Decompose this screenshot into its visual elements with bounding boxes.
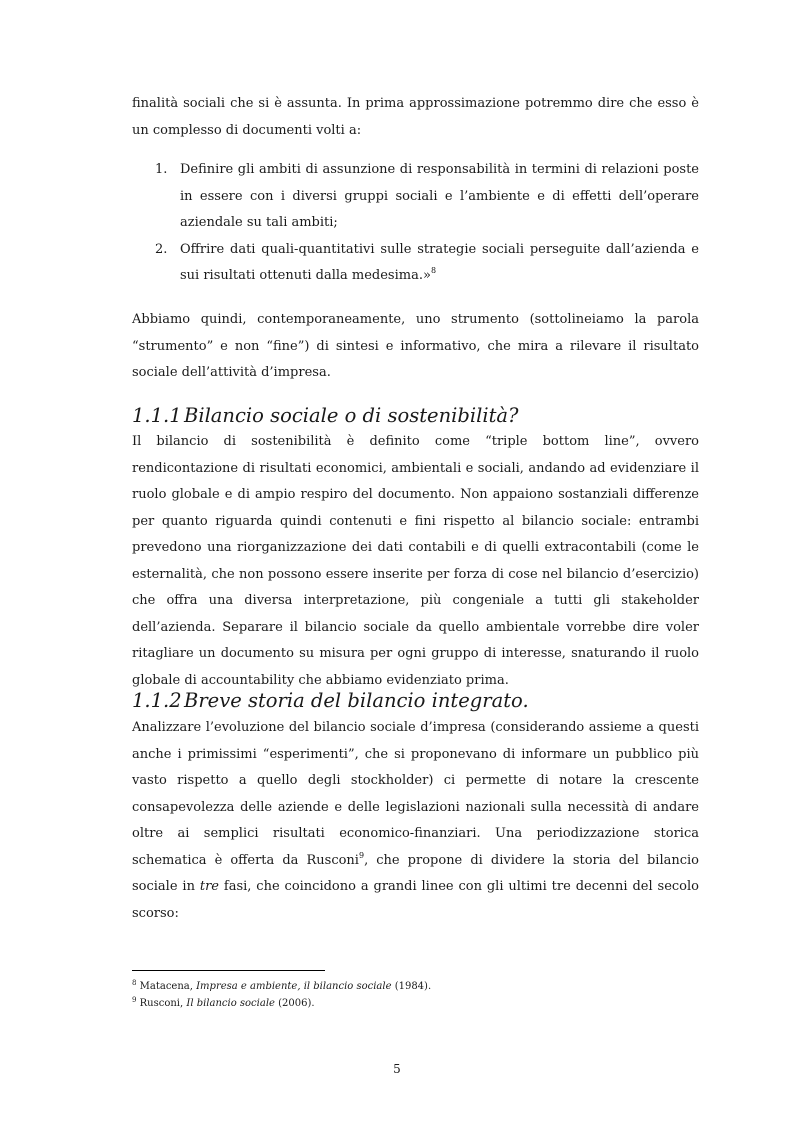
list-item-number: 1. [155,162,168,177]
section-body [132,715,699,927]
footnote-title: Impresa e ambiente, il bilancio sociale [196,981,392,992]
intro-paragraph: finalità sociali che si è assunta. In prima approssimazione potremmo dire che esso è un complesso di documenti volti a: [132,96,699,138]
list-item [155,237,699,290]
footnote-mark: 8 [132,979,137,987]
body-text: fasi, che coincidono a grandi linee con gli ultimi tre decenni del secolo scorso: [132,879,699,921]
body-text: , che propone di dividere la storia del bilancio sociale in [132,852,700,894]
section-body: Il bilancio di sostenibilità è definito come “triple bottom line”, ovvero rendicontazione di risultati economici, ambientali e sociali, andando ad evidenziare il ruolo globale e di ampio respiro del documento. Non appaiono sostanziali differenze per quanto riguarda quindi contenuti e fini rispetto al bilancio sociale: entrambi prevedono una riorganizzazione dei dati contabili e di quelli extracontabili (come le esternalità, che non possono essere inserite per forza di cose nel bilancio d’esercizio) che offra una diversa interpretazione, più congeniale a tutti gli stakeholder dell’azienda. Separare il bilancio sociale da quello ambientale vorrebbe dire voler ritagliare un documento su misura per ogni gruppo di interesse, snaturando il ruolo globale di accountability che abbiamo evidenziato prima. [132,434,699,688]
section-number: 1.1.2 [132,689,182,712]
section-title: Bilancio sociale o di sostenibilità? [184,404,519,427]
list-item-text: Offrire dati quali-quantitativi sulle strategie sociali perseguite dall’azienda e sui risultati ottenuti dalla medesima.» [180,241,699,283]
section-title: Breve storia del bilancio integrato. [184,689,529,712]
strumento-paragraph: Abbiamo quindi, contemporaneamente, uno strumento (sottolineiamo la parola “strumento” e non “fine”) di sintesi e informativo, che mira a rilevare il risultato sociale dell’attività d’impresa. [132,312,699,380]
footnote-text: (2006). [274,998,315,1009]
footnote-text: Matacena, [136,981,197,992]
footnote-text: (1984). [391,981,432,992]
page-number: 5 [393,1062,401,1076]
footnote-separator [132,970,325,971]
section-heading [132,689,699,713]
list-item-number: 2. [155,241,168,257]
section-heading [132,404,699,428]
footnote-title: Il bilancio sociale [186,998,275,1009]
footnote-text: Rusconi, [136,998,187,1009]
footnote [132,997,315,1011]
list-item-text: Definire gli ambiti di assunzione di responsabilità in termini di relazioni poste in essere con i diversi gruppi sociali e l’ambiente e di effetti dell’operare aziendale su tali ambiti; [180,162,699,230]
objectives-list [155,157,699,290]
section-number: 1.1.1 [132,404,182,427]
footnote-ref: 8 [430,266,437,275]
body-text: Analizzare l’evoluzione del bilancio sociale d’impresa (considerando assieme a questi anche i primissimi “esperimenti”, che si proponevano di informare un pubblico più vasto rispetto a quello degli stockholder) ci permette di notare la crescente consapevolezza delle aziende e delle legislazioni nazionali sulla necessità di andare oltre ai semplici risultati economico-finanziari. Una periodizzazione storica schematica è offerta da Rusconi [132,720,699,868]
list-item [155,157,699,237]
footnote [132,980,431,994]
emphasis-text: tre [199,879,219,894]
footnote-ref: 9 [358,850,365,860]
footnote-mark: 9 [132,996,137,1004]
